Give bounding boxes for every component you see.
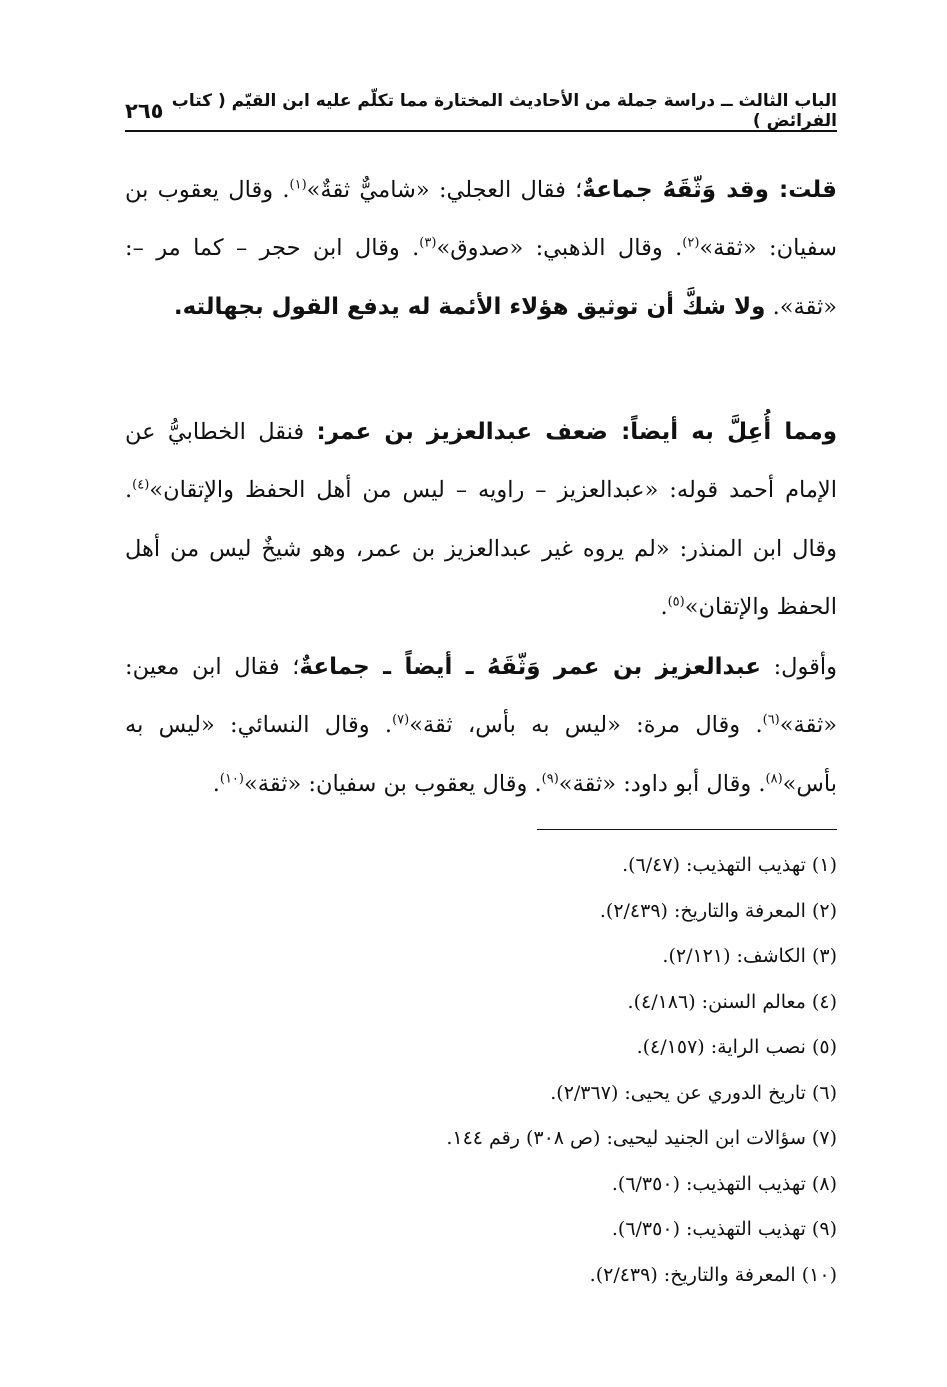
footnote-ref-2: (٢) bbox=[682, 235, 700, 251]
p3-text-6: . bbox=[212, 770, 220, 797]
footnote-ref-9: (٩) bbox=[541, 771, 559, 786]
footnote-8: (٨) تهذيب التهذيب: (٦/٣٥٠). bbox=[611, 1172, 837, 1195]
footnote-ref-3: (٣) bbox=[419, 235, 437, 251]
footnote-ref-7: (٧) bbox=[392, 712, 410, 728]
p3-text-3: . وقال النسائي: «ليس به بأس» bbox=[125, 712, 837, 797]
footnote-9: (٩) تهذيب التهذيب: (٦/٣٥٠). bbox=[611, 1218, 837, 1240]
p1-text-3: . وقال الذهبي: «صدوق» bbox=[436, 235, 683, 261]
p3-lead: عبدالعزيز بن عمر وَثّقَهُ ـ أيضاً ـ جماعةٌ bbox=[299, 653, 761, 680]
p2-text-1: فنقل الخطابيُّ عن الإمام أحمد قوله: «عبدالعزيز – راويه – ليس من أهل الحفظ والإتقان» bbox=[125, 418, 837, 503]
page-number: ٢٦٥ bbox=[125, 99, 164, 123]
p1-text-1: ؛ فقال العجلي: «شاميٌّ ثقةٌ» bbox=[306, 176, 583, 203]
footnote-1: (١) تهذيب التهذيب: (٦/٤٧). bbox=[622, 854, 837, 876]
footnote-ref-1: (١) bbox=[289, 177, 307, 192]
p3-text-2: . وقال مرة: «ليس به بأس، ثقة» bbox=[409, 712, 763, 738]
footnote-5: (٥) نصب الراية: (٤/١٥٧). bbox=[636, 1036, 837, 1058]
footnote-6: (٦) تاريخ الدوري عن يحيى: (٢/٣٦٧). bbox=[550, 1081, 837, 1104]
p2-text-3: . bbox=[660, 594, 668, 620]
footnote-ref-10: (١٠) bbox=[219, 771, 244, 786]
footnote-7: (٧) سؤالات ابن الجنيد ليحيى: (ص ٣٠٨) رقم ١٤٤. bbox=[446, 1127, 837, 1149]
footnote-3: (٣) الكاشف: (٢/١٢١). bbox=[662, 945, 837, 967]
p3-text-1: ؛ فقال ابن معين: «ثقة» bbox=[125, 653, 837, 738]
p2-lead: ومما أُعِلَّ به أيضاً: ضعف عبدالعزيز بن عمر: bbox=[316, 418, 838, 445]
footnote-4: (٤) معالم السنن: (٤/١٨٦). bbox=[627, 990, 837, 1013]
footnote-ref-6: (٦) bbox=[762, 712, 780, 728]
header-rule bbox=[125, 130, 837, 132]
footnote-ref-5: (٥) bbox=[667, 594, 685, 610]
footnote-10: (١٠) المعرفة والتاريخ: (٢/٤٣٩). bbox=[589, 1263, 837, 1286]
p3-text-0: وأقول: bbox=[773, 653, 837, 680]
footnote-ref-4: (٤) bbox=[132, 477, 150, 493]
paragraph-3 bbox=[125, 638, 837, 814]
p1-text-4: . وقال ابن حجر – كما مر –: «ثقة». bbox=[125, 235, 837, 320]
paragraph-2 bbox=[125, 403, 837, 637]
footnotes-list bbox=[125, 843, 837, 1298]
p1-emphasis: ولا شكَّ أن توثيق هؤلاء الأئمة له يدفع القول بجهالته. bbox=[173, 293, 766, 320]
footnote-2: (٢) المعرفة والتاريخ: (٢/٤٣٩). bbox=[599, 899, 837, 922]
footnote-rule bbox=[537, 829, 837, 830]
p3-text-4: . وقال أبو داود: «ثقة» bbox=[558, 770, 766, 797]
p2-text-2: . وقال ابن المنذر: «لم يروه غير عبدالعزيز بن عمر، وهو شيخٌ ليس من أهل الحفظ والإتقان» bbox=[125, 477, 837, 620]
p1-text-2: . وقال يعقوب بن سفيان: «ثقة» bbox=[125, 176, 837, 261]
running-header bbox=[125, 91, 837, 131]
footnote-ref-8: (٨) bbox=[765, 771, 783, 786]
p3-text-5: . وقال يعقوب بن سفيان: «ثقة» bbox=[244, 770, 542, 797]
p1-lead: قلت: وقد وَثّقَهُ جماعةٌ bbox=[582, 176, 837, 203]
running-title: الباب الثالث ــ دراسة جملة من الأحاديث المختارة مما تكلّم عليه ابن القيّم ( كتاب الفرائض ) bbox=[171, 91, 837, 131]
paragraph-1 bbox=[125, 161, 837, 337]
